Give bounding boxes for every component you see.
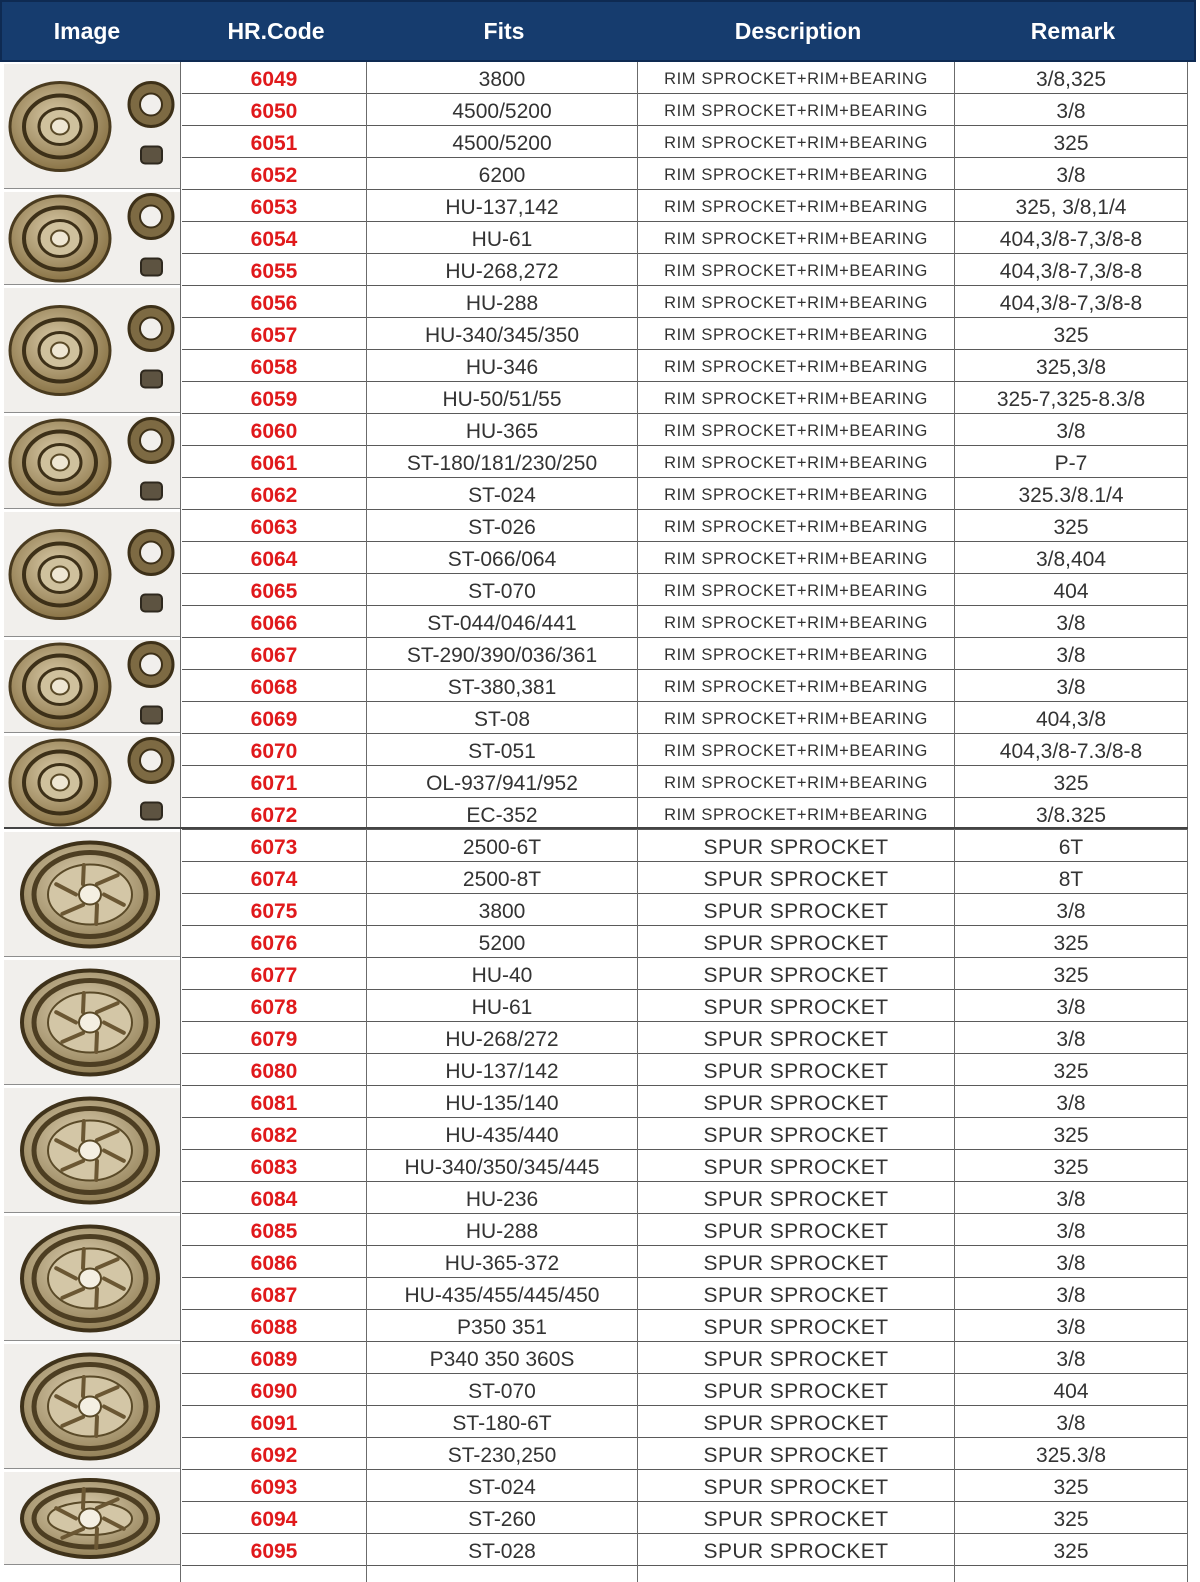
remark-cell: 3/8 <box>1056 1284 1086 1307</box>
hr-code-cell: 6093 <box>250 1476 298 1499</box>
fits-cell: HU-340/345/350 <box>424 324 580 347</box>
fits-cell: 3800 <box>478 900 526 923</box>
description-cell: SPUR SPROCKET <box>703 1252 889 1275</box>
fits-cell: ST-051 <box>468 740 536 763</box>
hr-code-cell: 6065 <box>250 580 298 603</box>
hr-code-cell: 6060 <box>250 420 298 443</box>
description-cell: RIM SPROCKET+RIM+BEARING <box>664 710 928 728</box>
remark-cell: 325 <box>1053 1060 1089 1083</box>
fits-cell: HU-236 <box>465 1188 539 1211</box>
table-row <box>182 510 1188 542</box>
fits-cell: HU-61 <box>471 996 533 1019</box>
remark-cell: 3/8 <box>1056 900 1086 923</box>
table-row <box>182 1438 1188 1470</box>
table-row <box>182 1054 1188 1086</box>
table-row <box>182 1278 1188 1310</box>
fits-cell: HU-61 <box>471 228 533 251</box>
table-row <box>182 1310 1188 1342</box>
description-cell: RIM SPROCKET+RIM+BEARING <box>664 198 928 216</box>
remark-cell: 325 <box>1053 964 1089 987</box>
rim-sprocket-bearing-photo-icon <box>4 192 180 285</box>
table-row <box>182 286 1188 318</box>
remark-cell: 3/8 <box>1056 1412 1086 1435</box>
rim-sprocket-bearing-photo-icon <box>4 736 180 829</box>
column-divider <box>637 62 638 1582</box>
description-cell: SPUR SPROCKET <box>703 836 889 859</box>
description-cell: RIM SPROCKET+RIM+BEARING <box>664 262 928 280</box>
table-row <box>182 350 1188 382</box>
column-divider <box>180 62 181 1582</box>
table-row <box>182 1182 1188 1214</box>
hr-code-cell: 6056 <box>250 292 298 315</box>
table-row <box>182 542 1188 574</box>
description-cell: RIM SPROCKET+RIM+BEARING <box>664 326 928 344</box>
remark-cell: 3/8 <box>1056 1092 1086 1115</box>
remark-cell: 325 <box>1053 516 1089 539</box>
description-cell: RIM SPROCKET+RIM+BEARING <box>664 774 928 792</box>
hr-code-cell: 6053 <box>250 196 298 219</box>
header-fits: Fits <box>483 18 525 44</box>
description-cell: SPUR SPROCKET <box>703 1540 889 1563</box>
table-row <box>182 190 1188 222</box>
spur-sprocket-photo-icon <box>4 1344 180 1469</box>
fits-cell: HU-288 <box>465 292 539 315</box>
hr-code-cell: 6057 <box>250 324 298 347</box>
remark-cell: 325 <box>1053 324 1089 347</box>
description-cell: SPUR SPROCKET <box>703 1156 889 1179</box>
hr-code-cell: 6059 <box>250 388 298 411</box>
column-divider <box>366 62 367 1582</box>
hr-code-cell: 6078 <box>250 996 298 1019</box>
hr-code-cell: 6051 <box>250 132 298 155</box>
remark-cell: 325 <box>1053 132 1089 155</box>
fits-cell: ST-026 <box>468 516 536 539</box>
fits-cell: 2500-6T <box>462 836 542 859</box>
hr-code-cell: 6054 <box>250 228 298 251</box>
hr-code-cell: 6067 <box>250 644 298 667</box>
description-cell: RIM SPROCKET+RIM+BEARING <box>664 70 928 88</box>
table-row <box>182 478 1188 510</box>
table-row <box>182 414 1188 446</box>
fits-cell: 6200 <box>478 164 526 187</box>
description-cell: SPUR SPROCKET <box>703 1188 889 1211</box>
fits-cell: ST-024 <box>468 1476 536 1499</box>
fits-cell: ST-290/390/036/361 <box>406 644 598 667</box>
description-cell: RIM SPROCKET+RIM+BEARING <box>664 102 928 120</box>
remark-cell: 3/8 <box>1056 1188 1086 1211</box>
fits-cell: ST-044/046/441 <box>427 612 577 635</box>
fits-cell: ST-380,381 <box>447 676 557 699</box>
table-row <box>182 894 1188 926</box>
fits-cell: HU-50/51/55 <box>442 388 562 411</box>
fits-cell: HU-365 <box>465 420 539 443</box>
hr-code-cell: 6073 <box>250 836 298 859</box>
remark-cell: 3/8 <box>1056 1252 1086 1275</box>
hr-code-cell: 6058 <box>250 356 298 379</box>
remark-cell: 404,3/8 <box>1035 708 1107 731</box>
remark-cell: 404,3/8-7,3/8-8 <box>999 260 1143 283</box>
table-row <box>182 1150 1188 1182</box>
description-cell: RIM SPROCKET+RIM+BEARING <box>664 742 928 760</box>
remark-cell: 404,3/8-7,3/8-8 <box>999 228 1143 251</box>
rim-sprocket-bearing-photo-icon <box>4 512 180 637</box>
hr-code-cell: 6066 <box>250 612 298 635</box>
remark-cell: 404,3/8-7.3/8-8 <box>999 740 1143 763</box>
remark-cell: 8T <box>1058 868 1084 891</box>
header-code: HR.Code <box>227 18 325 44</box>
description-cell: SPUR SPROCKET <box>703 1508 889 1531</box>
description-cell: SPUR SPROCKET <box>703 1060 889 1083</box>
description-cell: RIM SPROCKET+RIM+BEARING <box>664 646 928 664</box>
remark-cell: 325 <box>1053 772 1089 795</box>
table-row <box>182 1118 1188 1150</box>
section-divider <box>4 827 1188 829</box>
fits-cell: P350 351 <box>457 1316 547 1339</box>
remark-cell: 325 <box>1053 1508 1089 1531</box>
remark-cell: 3/8,325 <box>1035 68 1107 91</box>
description-cell: RIM SPROCKET+RIM+BEARING <box>664 294 928 312</box>
description-cell: SPUR SPROCKET <box>703 932 889 955</box>
fits-cell: OL-937/941/952 <box>426 772 578 795</box>
remark-cell: 404 <box>1053 580 1089 603</box>
remark-cell: 3/8 <box>1056 1220 1086 1243</box>
fits-cell: 3800 <box>478 68 526 91</box>
hr-code-cell: 6088 <box>250 1316 298 1339</box>
description-cell: SPUR SPROCKET <box>703 1092 889 1115</box>
fits-cell: HU-268/272 <box>445 1028 559 1051</box>
table-row <box>182 862 1188 894</box>
header-description: Description <box>734 18 862 44</box>
hr-code-cell: 6068 <box>250 676 298 699</box>
fits-cell: ST-180/181/230/250 <box>406 452 598 475</box>
fits-cell: HU-435/440 <box>445 1124 559 1147</box>
remark-cell: 325.3/8 <box>1035 1444 1107 1467</box>
remark-cell: 325.3/8.1/4 <box>1018 484 1124 507</box>
remark-cell: 3/8 <box>1056 996 1086 1019</box>
table-row <box>182 670 1188 702</box>
description-cell: RIM SPROCKET+RIM+BEARING <box>664 518 928 536</box>
description-cell: SPUR SPROCKET <box>703 1316 889 1339</box>
description-cell: SPUR SPROCKET <box>703 1380 889 1403</box>
description-cell: RIM SPROCKET+RIM+BEARING <box>664 678 928 696</box>
remark-cell: 6T <box>1058 836 1084 859</box>
description-cell: RIM SPROCKET+RIM+BEARING <box>664 550 928 568</box>
remark-cell: 3/8 <box>1056 1348 1086 1371</box>
table-row <box>182 126 1188 158</box>
hr-code-cell: 6074 <box>250 868 298 891</box>
remark-cell: 3/8 <box>1056 644 1086 667</box>
hr-code-cell: 6072 <box>250 804 298 827</box>
description-cell: RIM SPROCKET+RIM+BEARING <box>664 422 928 440</box>
hr-code-cell: 6089 <box>250 1348 298 1371</box>
table-row <box>182 1470 1188 1502</box>
table-row <box>182 318 1188 350</box>
hr-code-cell: 6081 <box>250 1092 298 1115</box>
fits-cell: 4500/5200 <box>452 132 552 155</box>
description-cell: RIM SPROCKET+RIM+BEARING <box>664 806 928 824</box>
remark-cell: 325 <box>1053 1124 1089 1147</box>
table-row <box>182 94 1188 126</box>
remark-cell: P-7 <box>1054 452 1088 475</box>
hr-code-cell: 6071 <box>250 772 298 795</box>
table-row <box>182 382 1188 414</box>
fits-cell: HU-365-372 <box>444 1252 560 1275</box>
remark-cell: 3/8 <box>1056 164 1086 187</box>
remark-cell: 3/8.325 <box>1035 804 1107 827</box>
fits-cell: 2500-8T <box>462 868 542 891</box>
table-row <box>182 1502 1188 1534</box>
fits-cell: EC-352 <box>466 804 538 827</box>
hr-code-cell: 6063 <box>250 516 298 539</box>
table-row <box>182 1406 1188 1438</box>
fits-cell: ST-066/064 <box>447 548 557 571</box>
description-cell: SPUR SPROCKET <box>703 900 889 923</box>
table-row <box>182 158 1188 190</box>
fits-cell: P340 350 360S <box>429 1348 575 1371</box>
table-row <box>182 734 1188 766</box>
rim-sprocket-bearing-photo-icon <box>4 416 180 509</box>
table-row <box>182 1214 1188 1246</box>
hr-code-cell: 6050 <box>250 100 298 123</box>
fits-cell: HU-340/350/345/445 <box>404 1156 600 1179</box>
hr-code-cell: 6069 <box>250 708 298 731</box>
remark-cell: 3/8 <box>1056 100 1086 123</box>
table-row <box>182 798 1188 830</box>
product-table <box>0 62 1196 1582</box>
hr-code-cell: 6086 <box>250 1252 298 1275</box>
hr-code-cell: 6049 <box>250 68 298 91</box>
hr-code-cell: 6077 <box>250 964 298 987</box>
remark-cell: 325 <box>1053 1540 1089 1563</box>
remark-cell: 3/8 <box>1056 1316 1086 1339</box>
rim-sprocket-bearing-photo-icon <box>4 640 180 733</box>
description-cell: SPUR SPROCKET <box>703 1124 889 1147</box>
fits-cell: ST-028 <box>468 1540 536 1563</box>
hr-code-cell: 6085 <box>250 1220 298 1243</box>
hr-code-cell: 6055 <box>250 260 298 283</box>
description-cell: SPUR SPROCKET <box>703 1476 889 1499</box>
remark-cell: 3/8 <box>1056 676 1086 699</box>
remark-cell: 325-7,325-8.3/8 <box>996 388 1146 411</box>
description-cell: SPUR SPROCKET <box>703 868 889 891</box>
hr-code-cell: 6061 <box>250 452 298 475</box>
hr-code-cell: 6090 <box>250 1380 298 1403</box>
fits-cell: ST-08 <box>473 708 531 731</box>
fits-cell: HU-435/455/445/450 <box>404 1284 600 1307</box>
description-cell: RIM SPROCKET+RIM+BEARING <box>664 230 928 248</box>
hr-code-cell: 6062 <box>250 484 298 507</box>
fits-cell: ST-260 <box>468 1508 536 1531</box>
hr-code-cell: 6092 <box>250 1444 298 1467</box>
description-cell: SPUR SPROCKET <box>703 1028 889 1051</box>
description-cell: RIM SPROCKET+RIM+BEARING <box>664 582 928 600</box>
table-row <box>182 446 1188 478</box>
column-divider <box>1187 62 1188 1582</box>
fits-cell: HU-40 <box>471 964 533 987</box>
hr-code-cell: 6079 <box>250 1028 298 1051</box>
fits-cell: ST-230,250 <box>447 1444 557 1467</box>
hr-code-cell: 6095 <box>250 1540 298 1563</box>
hr-code-cell: 6087 <box>250 1284 298 1307</box>
hr-code-cell: 6075 <box>250 900 298 923</box>
column-divider <box>954 62 955 1582</box>
table-row <box>182 766 1188 798</box>
table-row <box>182 1086 1188 1118</box>
fits-cell: ST-070 <box>468 580 536 603</box>
header-image: Image <box>53 18 121 44</box>
spur-sprocket-photo-icon <box>4 832 180 957</box>
table-row <box>182 702 1188 734</box>
rim-sprocket-bearing-photo-icon <box>4 64 180 189</box>
hr-code-cell: 6064 <box>250 548 298 571</box>
fits-cell: ST-180-6T <box>452 1412 552 1435</box>
remark-cell: 325 <box>1053 1156 1089 1179</box>
fits-cell: HU-137/142 <box>445 1060 559 1083</box>
hr-code-cell: 6070 <box>250 740 298 763</box>
table-row <box>182 990 1188 1022</box>
remark-cell: 325 <box>1053 1476 1089 1499</box>
hr-code-cell: 6082 <box>250 1124 298 1147</box>
description-cell: RIM SPROCKET+RIM+BEARING <box>664 134 928 152</box>
table-row <box>182 958 1188 990</box>
fits-cell: ST-070 <box>468 1380 536 1403</box>
fits-cell: HU-137,142 <box>445 196 559 219</box>
remark-cell: 3/8 <box>1056 1028 1086 1051</box>
description-cell: SPUR SPROCKET <box>703 1348 889 1371</box>
table-row <box>182 1374 1188 1406</box>
remark-cell: 3/8 <box>1056 612 1086 635</box>
remark-cell: 404,3/8-7,3/8-8 <box>999 292 1143 315</box>
table-row <box>182 254 1188 286</box>
description-cell: RIM SPROCKET+RIM+BEARING <box>664 454 928 472</box>
hr-code-cell: 6052 <box>250 164 298 187</box>
spur-sprocket-photo-icon <box>4 1472 180 1565</box>
table-row <box>182 830 1188 862</box>
description-cell: SPUR SPROCKET <box>703 1284 889 1307</box>
table-row <box>182 62 1188 94</box>
remark-cell: 325, 3/8,1/4 <box>1015 196 1127 219</box>
description-cell: SPUR SPROCKET <box>703 1412 889 1435</box>
fits-cell: HU-135/140 <box>445 1092 559 1115</box>
description-cell: RIM SPROCKET+RIM+BEARING <box>664 614 928 632</box>
hr-code-cell: 6076 <box>250 932 298 955</box>
remark-cell: 404 <box>1053 1380 1089 1403</box>
table-row <box>182 574 1188 606</box>
table-row <box>182 1342 1188 1374</box>
hr-code-cell: 6091 <box>250 1412 298 1435</box>
description-cell: SPUR SPROCKET <box>703 1220 889 1243</box>
table-row <box>182 926 1188 958</box>
description-cell: SPUR SPROCKET <box>703 996 889 1019</box>
remark-cell: 3/8,404 <box>1035 548 1107 571</box>
hr-code-cell: 6083 <box>250 1156 298 1179</box>
fits-cell: ST-024 <box>468 484 536 507</box>
hr-code-cell: 6094 <box>250 1508 298 1531</box>
table-row <box>182 1534 1188 1566</box>
fits-cell: HU-346 <box>465 356 539 379</box>
description-cell: RIM SPROCKET+RIM+BEARING <box>664 486 928 504</box>
remark-cell: 325 <box>1053 932 1089 955</box>
fits-cell: 5200 <box>478 932 526 955</box>
rim-sprocket-bearing-photo-icon <box>4 288 180 413</box>
description-cell: SPUR SPROCKET <box>703 964 889 987</box>
hr-code-cell: 6084 <box>250 1188 298 1211</box>
table-row <box>182 606 1188 638</box>
remark-cell: 3/8 <box>1056 420 1086 443</box>
description-cell: RIM SPROCKET+RIM+BEARING <box>664 358 928 376</box>
description-cell: RIM SPROCKET+RIM+BEARING <box>664 390 928 408</box>
header-remark: Remark <box>1030 18 1116 44</box>
spur-sprocket-photo-icon <box>4 960 180 1085</box>
spur-sprocket-photo-icon <box>4 1216 180 1341</box>
table-row <box>182 1022 1188 1054</box>
remark-cell: 325,3/8 <box>1035 356 1107 379</box>
description-cell: RIM SPROCKET+RIM+BEARING <box>664 166 928 184</box>
table-header <box>0 0 1196 62</box>
table-row <box>182 638 1188 670</box>
table-row <box>182 222 1188 254</box>
fits-cell: HU-288 <box>465 1220 539 1243</box>
table-row <box>182 1246 1188 1278</box>
hr-code-cell: 6080 <box>250 1060 298 1083</box>
description-cell: SPUR SPROCKET <box>703 1444 889 1467</box>
fits-cell: HU-268,272 <box>445 260 559 283</box>
fits-cell: 4500/5200 <box>452 100 552 123</box>
spur-sprocket-photo-icon <box>4 1088 180 1213</box>
